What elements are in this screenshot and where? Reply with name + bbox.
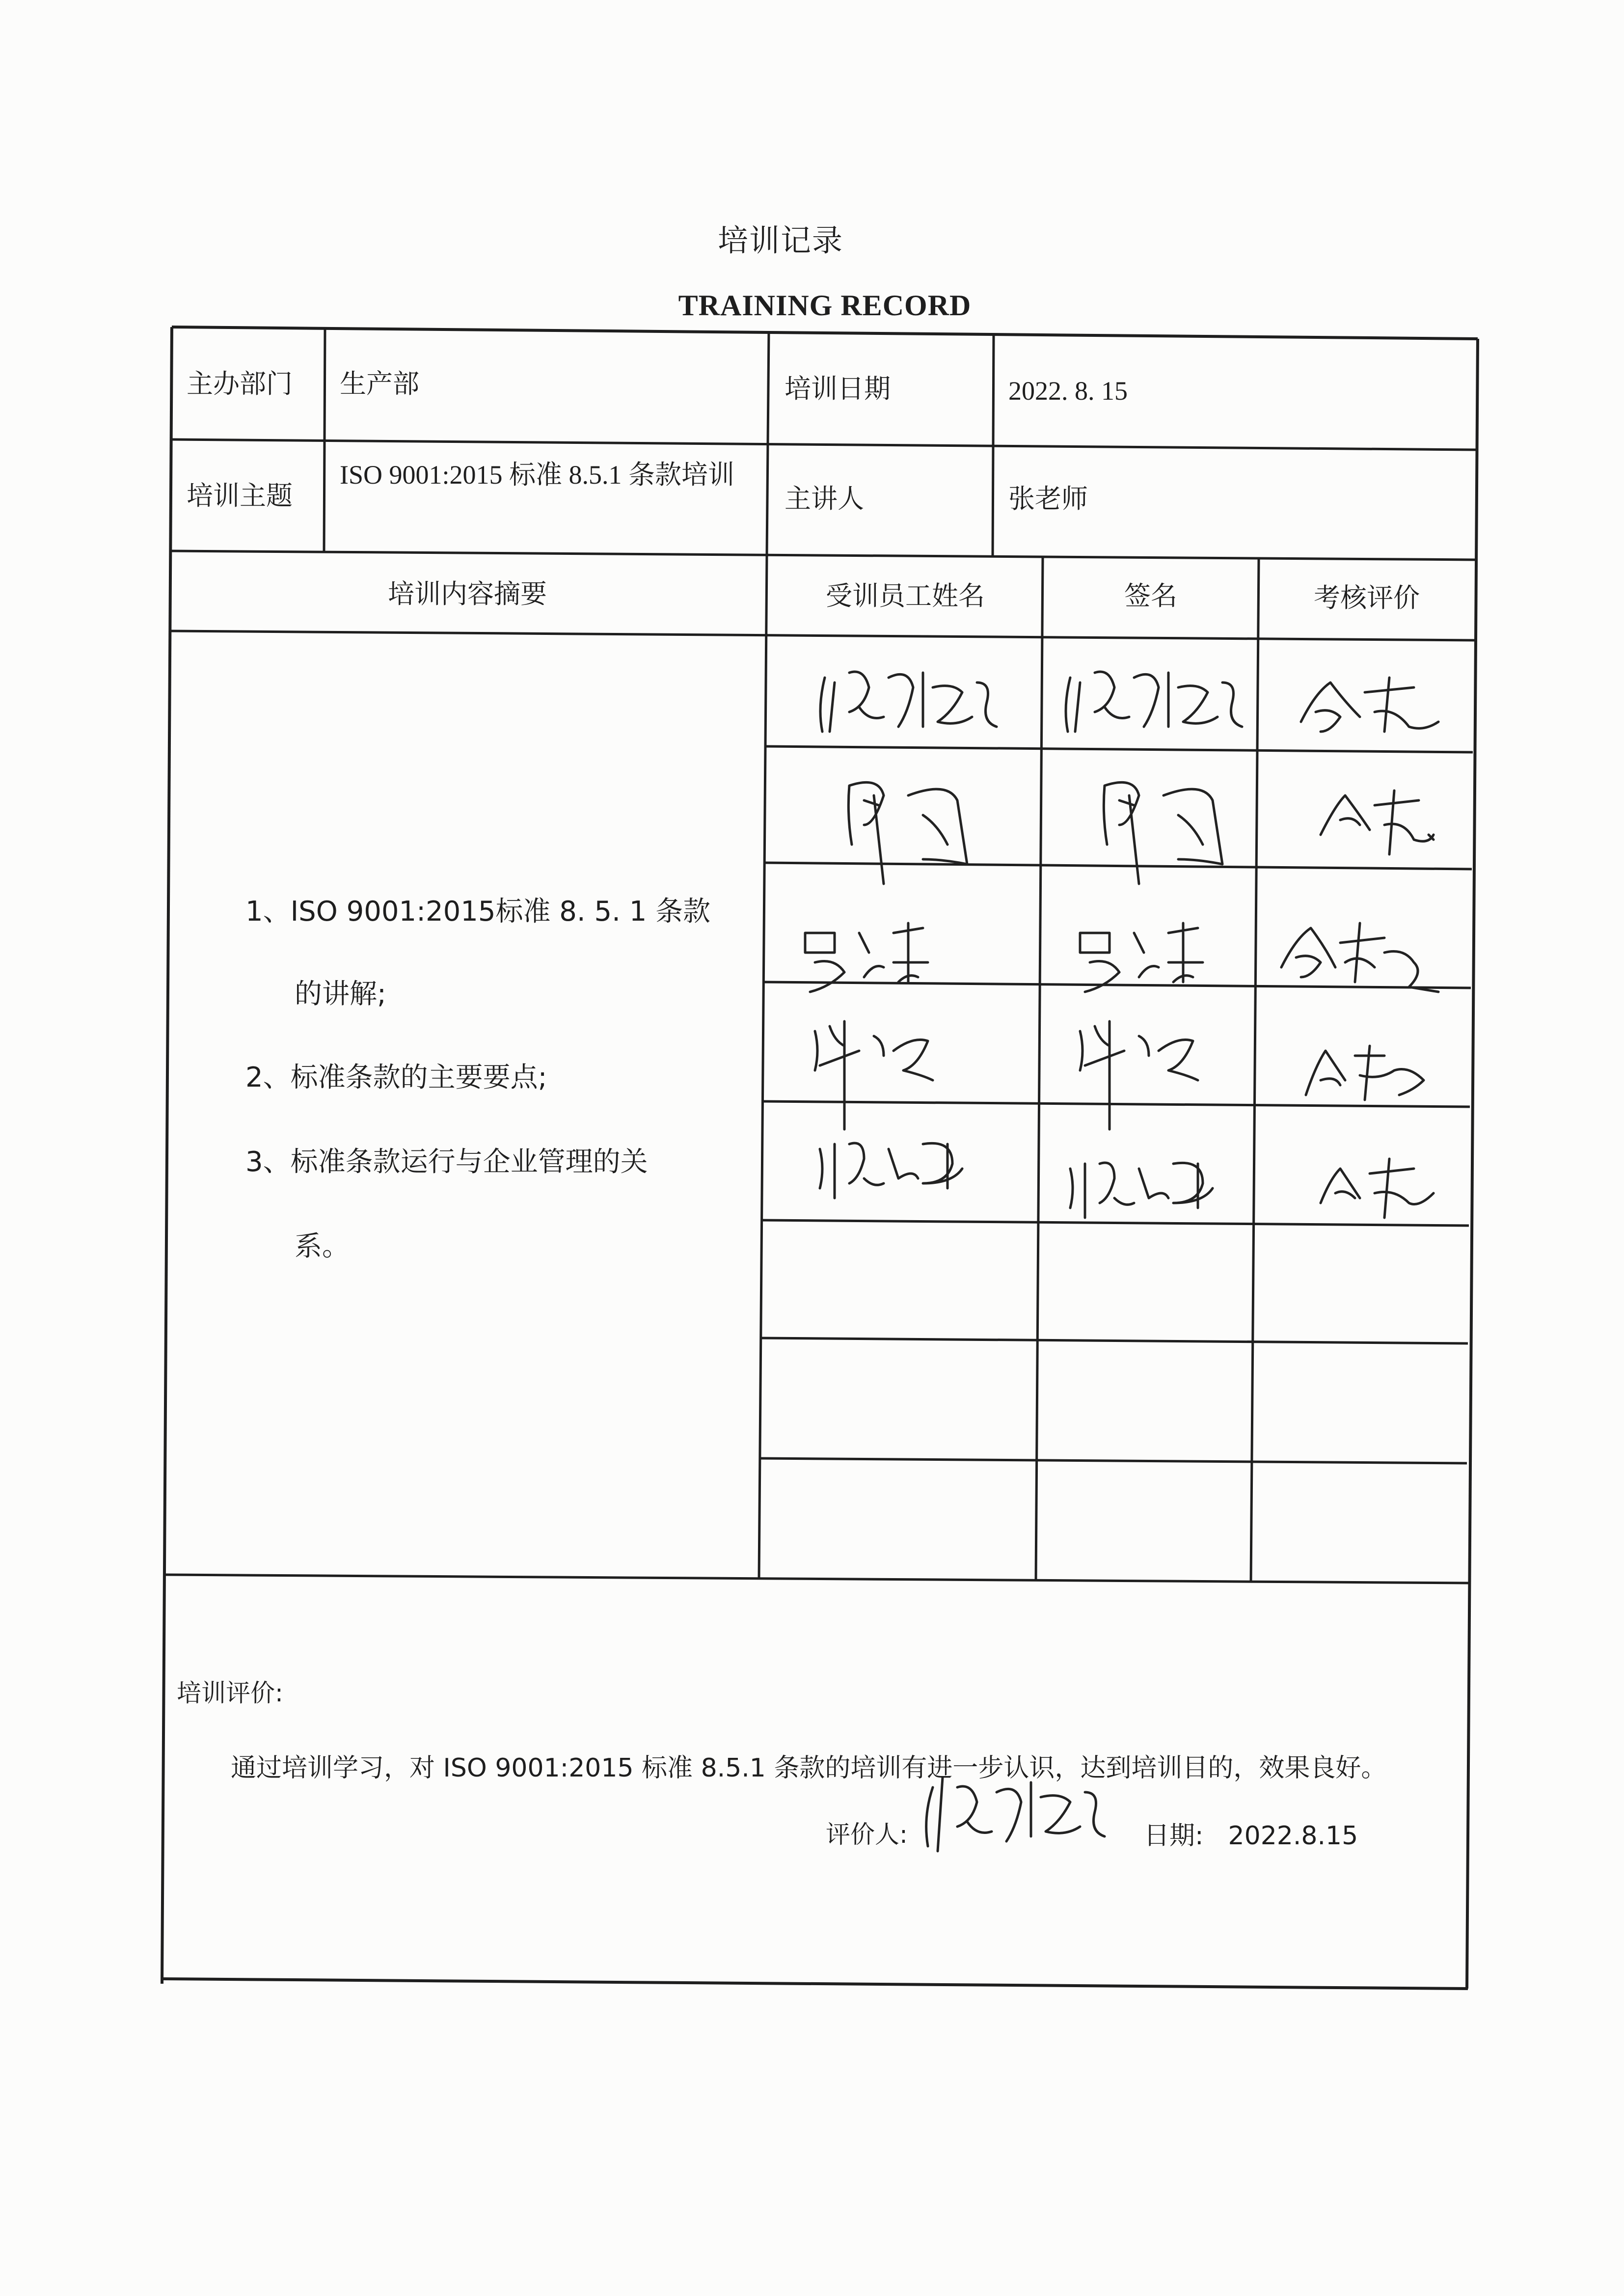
topic-label: 培训主题 [187, 480, 293, 511]
column-header-signature: 签名 [1124, 580, 1177, 611]
summary-item-1-continued: 的讲解; [295, 978, 386, 1010]
page-title: 培训记录 [717, 222, 843, 258]
date-value: 2022. 8. 15 [1008, 376, 1128, 406]
trainee-signature-3 [1080, 923, 1203, 992]
evaluation-text: 通过培训学习，对 ISO 9001:2015 标准 8.5.1 条款的培训有进一步认识，达到培训目的，效果良好。 [231, 1753, 1387, 1783]
assessment-mark-2 [1321, 791, 1434, 854]
trainee-signature-2 [1104, 782, 1222, 884]
evaluation-date-value: 2022.8.15 [1228, 1821, 1358, 1851]
topic-value: ISO 9001:2015 标准 8.5.1 条款培训 [340, 460, 735, 490]
lecturer-value: 张老师 [1008, 483, 1088, 514]
trainee-signature-1 [1066, 672, 1242, 732]
assessment-mark-3 [1281, 923, 1438, 992]
summary-item-3: 3、标准条款运行与企业管理的关 [245, 1146, 648, 1178]
summary-item-1: 1、ISO 9001:2015标准 8. 5. 1 条款 [245, 896, 711, 928]
evaluation-date-label: 日期: [1144, 1821, 1204, 1851]
evaluator-label: 评价人: [826, 1820, 908, 1849]
trainee-name-2-handwriting [848, 782, 967, 884]
lecturer-label: 主讲人 [785, 483, 864, 514]
trainee-name-4-handwriting [815, 1021, 933, 1129]
column-header-assessment: 考核评价 [1314, 582, 1420, 613]
evaluation-date [1144, 1815, 1358, 1852]
assessment-mark-1 [1301, 678, 1438, 732]
department-label: 主办部门 [187, 368, 293, 399]
trainee-name-1-handwriting [820, 672, 997, 732]
assessment-mark-5 [1321, 1159, 1434, 1218]
trainee-signature-5 [1070, 1163, 1213, 1218]
trainee-signature-4 [1080, 1021, 1198, 1129]
department-value: 生产部 [340, 368, 419, 399]
column-header-summary: 培训内容摘要 [388, 578, 547, 609]
date-label: 培训日期 [785, 373, 891, 404]
trainee-name-5-handwriting [820, 1143, 962, 1198]
evaluator-signature [926, 1777, 1105, 1851]
summary-item-2: 2、标准条款的主要要点; [245, 1062, 547, 1093]
assessment-mark-4 [1306, 1046, 1424, 1100]
page-subtitle: TRAINING RECORD [678, 289, 972, 322]
handwritten-signatures [805, 672, 1438, 1851]
summary-item-3-continued: 系。 [295, 1230, 350, 1262]
evaluation-label: 培训评价: [177, 1679, 283, 1707]
column-header-trainee: 受训员工姓名 [826, 580, 985, 611]
